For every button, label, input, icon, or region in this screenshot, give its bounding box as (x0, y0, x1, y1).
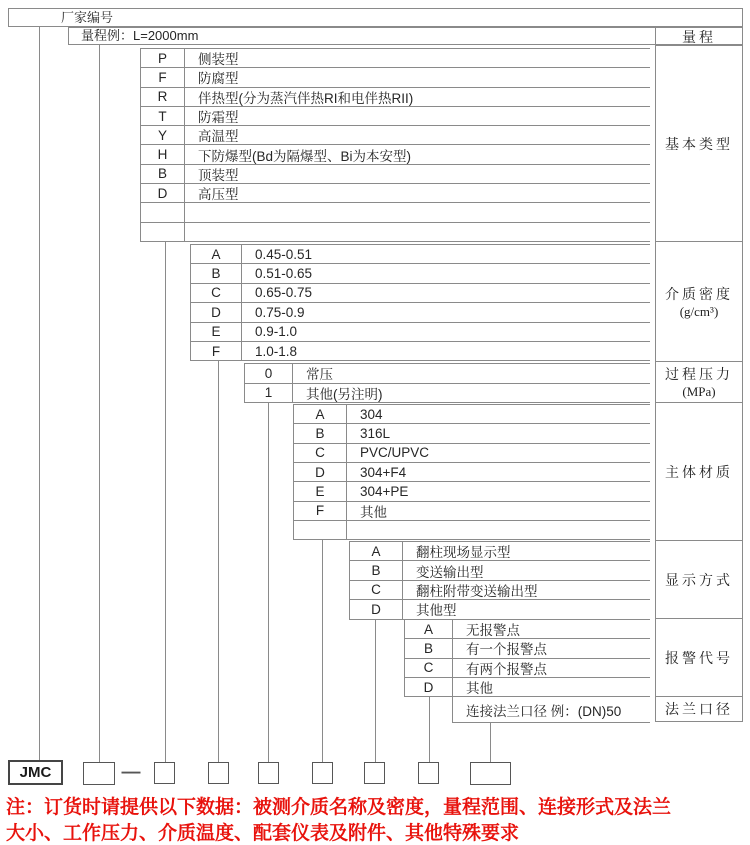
option-desc: 连接法兰口径 例：(DN)50 (466, 703, 622, 719)
code-box-flange-size (470, 762, 511, 785)
option-desc: 304+F4 (360, 464, 407, 480)
option-code: E (293, 482, 347, 500)
option-code: F (190, 342, 242, 360)
process-pressure-unit: (MPa) (682, 384, 716, 399)
option-desc: 高压型 (198, 187, 239, 203)
option-row (349, 600, 650, 619)
option-code: C (190, 284, 242, 302)
option-row (293, 521, 650, 540)
option-desc: 常压 (306, 367, 333, 383)
option-desc: 侧装型 (198, 52, 239, 68)
option-code (140, 223, 185, 241)
option-row (140, 165, 650, 184)
option-row (404, 620, 650, 639)
alarm-code-table (404, 619, 650, 697)
option-desc: 其他 (360, 504, 387, 520)
option-desc: 变送输出型 (416, 564, 484, 580)
option-desc: 0.51-0.65 (255, 266, 313, 282)
display-mode-table (349, 541, 650, 620)
option-row (140, 126, 650, 145)
basic-type-table (140, 48, 650, 242)
option-desc: 防霜型 (198, 110, 239, 126)
option-desc: 翻柱附带变送输出型 (416, 583, 538, 599)
dash-separator: — (121, 762, 141, 783)
option-row (349, 542, 650, 561)
medium-density-unit: (g/cm³) (679, 303, 719, 319)
label-cell-medium-density (656, 242, 742, 362)
body-material-label: 主体材质 (665, 465, 733, 481)
ordering-note-line1: 注：订货时请提供以下数据：被测介质名称及密度，量程范围、连接形式及法兰 (6, 797, 672, 818)
connector-manufacturer (39, 27, 40, 761)
option-desc: 其他 (466, 681, 493, 697)
label-cell-display-mode (656, 541, 742, 619)
option-code: C (404, 659, 453, 677)
option-code: A (190, 245, 242, 263)
option-code (293, 521, 347, 539)
option-desc (185, 223, 650, 241)
option-desc: PVC/UPVC (360, 445, 430, 461)
label-cell-flange-size (656, 697, 742, 721)
option-row (140, 107, 650, 126)
option-desc: 316L (360, 426, 391, 442)
option-row (293, 444, 650, 463)
code-box-body-material (312, 762, 333, 784)
code-box-display-mode (364, 762, 385, 784)
option-code: B (293, 424, 347, 442)
model-prefix: JMC (19, 764, 52, 781)
option-desc: 有两个报警点 (466, 661, 547, 677)
option-code: A (404, 620, 453, 638)
label-cell-range (656, 28, 742, 46)
option-desc: 无报警点 (466, 623, 520, 639)
option-row (190, 342, 650, 361)
option-row (293, 424, 650, 443)
connector-flange-size (490, 723, 491, 763)
option-code (140, 203, 185, 221)
option-code: D (293, 463, 347, 481)
code-box-alarm-code (418, 762, 439, 784)
option-code: F (140, 68, 185, 86)
option-desc: 0.75-0.9 (255, 304, 305, 320)
option-desc: 防腐型 (198, 71, 239, 87)
option-row (293, 405, 650, 424)
option-code: A (349, 542, 403, 560)
option-desc (185, 203, 650, 221)
option-code: D (190, 303, 242, 321)
code-box-medium-density (208, 762, 229, 784)
option-code: P (140, 49, 185, 67)
ordering-note-line2: 大小、工作压力、介质温度、配套仪表及附件、其他特殊要求 (6, 823, 520, 844)
process-pressure-label: 过程压力 (665, 368, 733, 383)
option-row (452, 697, 650, 723)
code-box-basic-type (154, 762, 175, 784)
option-row (244, 384, 650, 404)
connector-basic-type (165, 242, 166, 763)
option-row (404, 639, 650, 658)
connector-medium-density (218, 361, 219, 763)
option-code: Y (140, 126, 185, 144)
option-desc: 有一个报警点 (466, 642, 547, 658)
connector-range (99, 45, 100, 763)
ordering-note (6, 795, 748, 845)
option-desc: 高温型 (198, 129, 239, 145)
alarm-code-label: 报警代号 (665, 651, 733, 667)
option-row (190, 264, 650, 283)
option-row (404, 678, 650, 697)
option-desc: 翻柱现场显示型 (416, 545, 511, 561)
option-desc (347, 521, 650, 539)
option-code: A (293, 405, 347, 423)
connector-process-pressure (268, 403, 269, 763)
option-code: T (140, 107, 185, 125)
label-cell-body-material (656, 403, 742, 541)
option-code: C (293, 444, 347, 462)
option-row (140, 68, 650, 87)
option-row (140, 184, 650, 203)
connector-alarm-code (429, 697, 430, 763)
display-mode-label: 显示方式 (665, 573, 733, 589)
range-example-box (68, 27, 743, 45)
code-box-process-pressure (258, 762, 279, 784)
option-code: D (404, 678, 453, 696)
process-pressure-table (244, 363, 650, 403)
option-row (349, 561, 650, 580)
connector-body-material (322, 540, 323, 763)
option-desc: 0.65-0.75 (255, 285, 313, 301)
option-code: B (349, 561, 403, 579)
option-row (140, 145, 650, 164)
option-desc: 304 (360, 406, 383, 422)
option-code: F (293, 502, 347, 520)
option-row (349, 581, 650, 600)
manufacturer-number-label: 厂家编号 (61, 10, 114, 25)
option-code: D (140, 184, 185, 202)
manufacturer-number-box (8, 8, 743, 27)
connector-display-mode (375, 619, 376, 763)
option-row (190, 323, 650, 342)
option-row (140, 223, 650, 242)
body-material-table (293, 404, 650, 540)
option-row (293, 482, 650, 501)
medium-density-label: 介质密度 (665, 287, 733, 303)
label-cell-process-pressure (656, 362, 742, 403)
option-desc: 1.0-1.8 (255, 343, 298, 359)
option-code: B (404, 639, 453, 657)
flange-size-table (452, 696, 650, 723)
option-row (190, 303, 650, 322)
label-cell-basic-type (656, 46, 742, 242)
option-row (190, 284, 650, 303)
option-row (293, 463, 650, 482)
option-desc: 304+PE (360, 484, 409, 500)
option-code: C (349, 581, 403, 599)
option-code: 1 (244, 384, 293, 403)
option-row (140, 49, 650, 68)
option-desc: 下防爆型(Bd为隔爆型、Bi为本安型) (198, 148, 412, 164)
label-cell-alarm-code (656, 619, 742, 697)
option-code: 0 (244, 364, 293, 383)
model-prefix-box (8, 760, 63, 785)
option-desc: 0.9-1.0 (255, 324, 298, 340)
flange-size-label: 法兰口径 (665, 703, 733, 718)
option-code: H (140, 145, 185, 163)
category-label-column (655, 27, 743, 722)
option-row (293, 502, 650, 521)
option-code: R (140, 88, 185, 106)
option-desc: 顶装型 (198, 167, 239, 183)
option-desc: 伴热型(分为蒸汽伴热RI和电伴热RII) (198, 90, 414, 106)
code-box-range (83, 762, 115, 785)
range-example-text: 量程例：L=2000mm (81, 28, 199, 43)
option-code: B (140, 165, 185, 183)
option-row (244, 364, 650, 384)
option-code: E (190, 323, 242, 341)
option-row (190, 245, 650, 264)
option-desc: 其他型 (416, 603, 457, 619)
range-label: 量程 (682, 30, 716, 46)
option-code: B (190, 264, 242, 282)
option-row (140, 88, 650, 107)
option-row (404, 659, 650, 678)
medium-density-table (190, 244, 650, 361)
option-code: D (349, 600, 403, 618)
option-desc: 0.45-0.51 (255, 246, 313, 262)
basic-type-label: 基本类型 (665, 137, 733, 153)
option-desc: 其他(另注明) (306, 386, 383, 402)
option-row (140, 203, 650, 222)
